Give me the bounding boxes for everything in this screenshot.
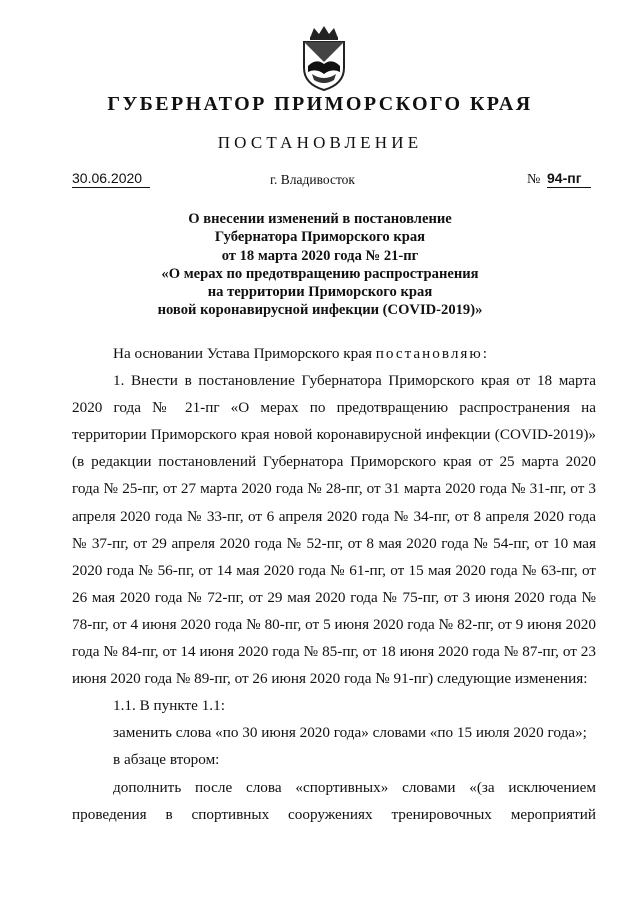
intro-paragraph bbox=[72, 340, 596, 367]
body-paragraph: заменить слова «по 30 июня 2020 года» словами «по 15 июля 2020 года»; bbox=[113, 724, 587, 742]
document-city: г. Владивосток bbox=[270, 172, 355, 187]
body-paragraph: дополнить после слова «спортивных» словами «(за исключением проведения в спортивных сооружениях тренировочных мероприятий bbox=[72, 778, 596, 823]
intro-decree-word: постановляю bbox=[375, 345, 483, 362]
subject-line: на территории Приморского края bbox=[207, 284, 433, 301]
body-paragraph: 1. Внести в постановление Губернатора Приморского края от 18 марта 2020 года № 21-пг «О мерах по предотвращению распространения на территории Приморского края новой коронавирусной инфекции (COVID-2019)» (в редакции постановлений Губернатора Приморского края от 25 марта 2020 года № 25-пг, от 27 марта 2020 года № 28-пг, от 31 марта 2020 года № 31-пг, от 3 апреля 2020 года № 33-пг, от 6 апреля 2020 года № 34-пг, от 8 апреля 2020 года № 37-пг, от 29 апреля 2020 года № 52-пг, от 8 мая 2020 года № 54-пг, от 10 мая 2020 года № 56-пг, от 14 мая 2020 года № 61-пг, от 15 мая 2020 года № 63-пг, от 26 мая 2020 года № 72-пг, от 29 мая 2020 года № 75-пг, от 3 июня 2020 года № 78-пг, от 4 июня 2020 года № 80-пг, от 5 июня 2020 года № 82-пг, от 9 июня 2020 года № 84-пг, от 14 июня 2020 года № 85-пг, от 18 июня 2020 года № 87-пг, от 23 июня 2020 года № 89-пг, от 26 июня 2020 года № 91-пг) следующие изменения: bbox=[72, 372, 596, 688]
document-number: 94-пг bbox=[547, 170, 591, 188]
document-date: 30.06.2020 bbox=[72, 170, 150, 188]
document-body bbox=[72, 340, 596, 828]
subject-line: Губернатора Приморского края bbox=[214, 229, 426, 246]
subject-line: новой коронавирусной инфекции (COVID-2019)» bbox=[157, 302, 483, 319]
body-paragraph: в абзаце втором: bbox=[113, 751, 220, 769]
issuing-authority: ГУБЕРНАТОР ПРИМОРСКОГО КРАЯ bbox=[107, 93, 533, 115]
body-paragraph: 1.1. В пункте 1.1: bbox=[113, 697, 225, 715]
subject-line: «О мерах по предотвращению распространения bbox=[161, 265, 479, 282]
document-subject bbox=[80, 210, 560, 320]
intro-colon: : bbox=[482, 345, 487, 362]
subject-line: О внесении изменений в постановление bbox=[188, 211, 452, 227]
document-meta-row bbox=[0, 170, 640, 192]
number-sign: № bbox=[527, 172, 541, 187]
document-type: ПОСТАНОВЛЕНИЕ bbox=[217, 133, 423, 152]
subject-line: от 18 марта 2020 года № 21-пг bbox=[221, 247, 419, 264]
primorsky-coat-of-arms-icon bbox=[296, 24, 352, 92]
intro-text: На основании Устава Приморского края bbox=[113, 345, 376, 362]
